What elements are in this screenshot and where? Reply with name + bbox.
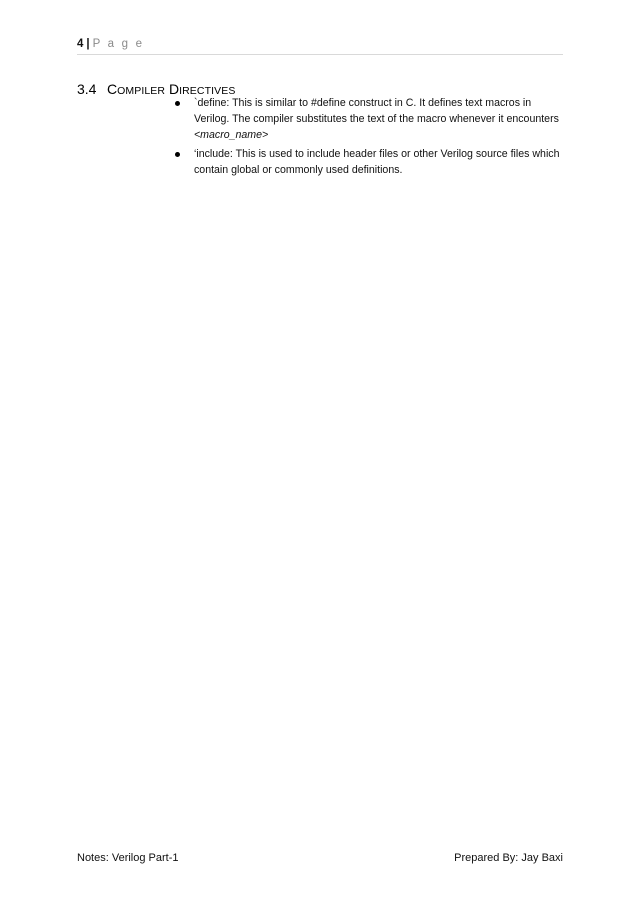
page-separator: |: [86, 38, 90, 50]
section-number: 3.4: [77, 81, 97, 97]
section-title-word-1-initial: C: [107, 81, 118, 97]
list-item: [175, 146, 560, 178]
page-label: P a g e: [92, 38, 145, 50]
section-title-word-2-initial: D: [168, 81, 180, 97]
section-title-word-1-rest: OMPILER: [117, 85, 166, 97]
footer-notes-title: Notes: Verilog Part-1: [77, 852, 179, 864]
bullet-icon: [175, 152, 180, 157]
list-item: [175, 95, 560, 143]
page-number: 4: [77, 38, 84, 50]
footer-author: Prepared By: Jay Baxi: [454, 852, 563, 864]
section-title-word-2-rest: IRECTIVES: [179, 85, 236, 97]
bullet-list: [175, 95, 560, 181]
bullet-emphasis: <macro_name>: [194, 129, 269, 141]
bullet-icon: [175, 101, 180, 106]
bullet-text: `define: This is similar to #define construct in C. It defines text macros in Verilog. The compiler substitutes the text of the macro whenever it encounters: [194, 97, 559, 125]
page-header: [77, 36, 563, 55]
bullet-text: ‘include: This is used to include header files or other Verilog source files which contain global or commonly used definitions.: [194, 148, 560, 176]
